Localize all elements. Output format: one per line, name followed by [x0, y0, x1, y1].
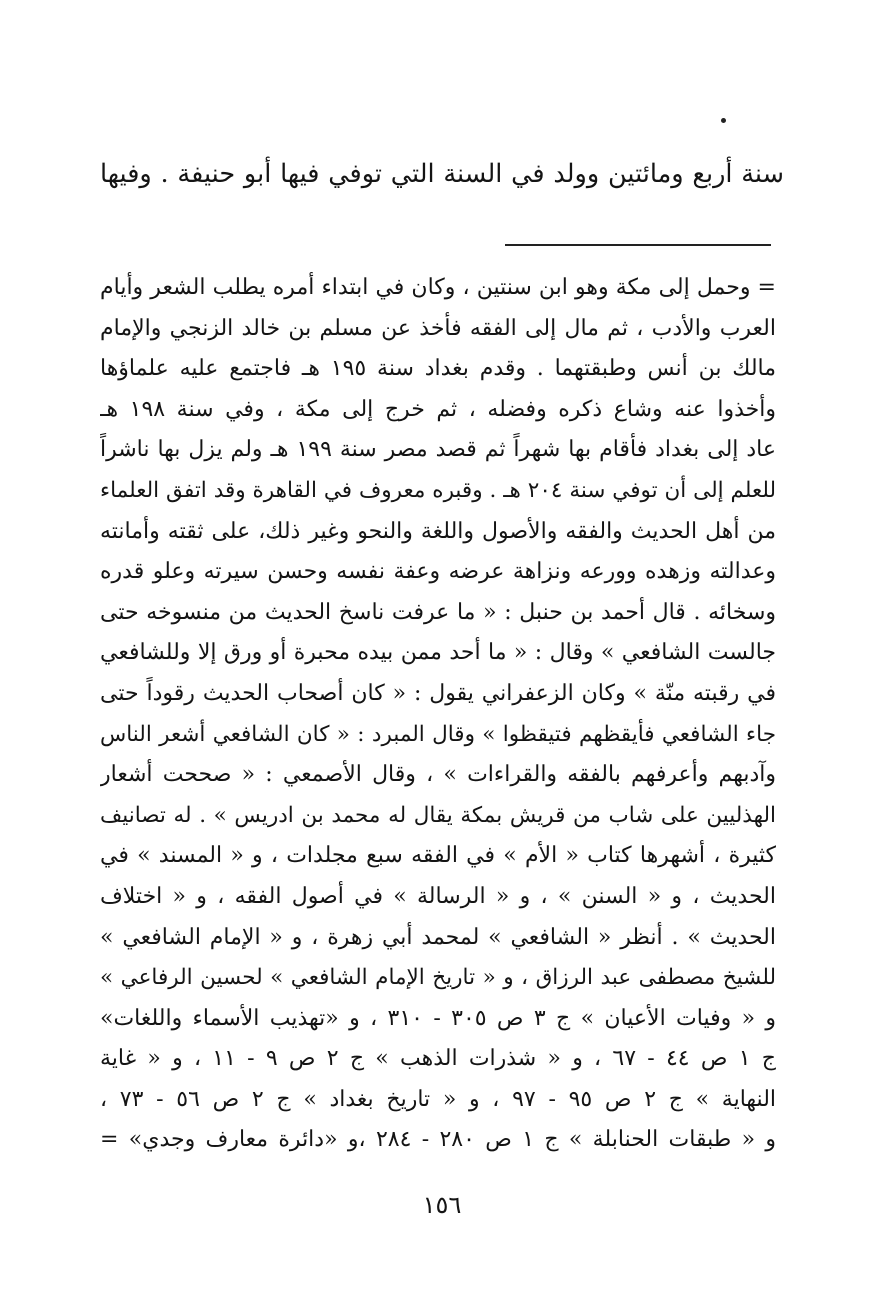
footnote-line: مالك بن أنس وطبقتهما . وقدم بغداد سنة ١٩٥ هـ فاجتمع عليه علماؤها [100, 356, 776, 382]
footnote-line: كثيرة ، أشهرها كتاب « الأم » في الفقه سبع مجلدات ، و « المسند » في [100, 843, 776, 869]
footnote-line: للشيخ مصطفى عبد الرزاق ، و « تاريخ الإمام الشافعي » لحسين الرفاعي » [100, 965, 776, 991]
footnote-line: الحديث » . أنظر « الشافعي » لمحمد أبي زهرة ، و « الإمام الشافعي » [100, 924, 776, 950]
footnote-line: وسخائه . قال أحمد بن حنبل : « ما عرفت ناسخ الحديث من منسوخه حتى [100, 599, 776, 625]
footnote-line: وآدبهم وأعرفهم بالفقه والقراءات » ، وقال الأصمعي : « صححت أشعار [100, 762, 776, 788]
footnote-line: ج ١ ص ٤٤ - ٦٧ ، و « شذرات الذهب » ج ٢ ص ٩ - ١١ ، و « غاية [100, 1046, 776, 1072]
footnote-line: وأخذوا عنه وشاع ذكره وفضله ، ثم خرج إلى مكة ، وفي سنة ١٩٨ هـ [100, 396, 776, 422]
footnote-line: العرب والأدب ، ثم مال إلى الفقه فأخذ عن مسلم بن خالد الزنجي والإمام [100, 315, 776, 341]
footnote-line: جاء الشافعي فأيقظهم فتيقظوا » وقال المبرد : « كان الشافعي أشعر الناس [100, 721, 776, 747]
margin-dot [721, 118, 726, 123]
footnote-line: من أهل الحديث والفقه والأصول واللغة والنحو وغير ذلك، على ثقته وأمانته [100, 518, 776, 544]
page-number: ١٥٦ [422, 1191, 462, 1219]
footnote-line: الهذليين على شاب من قريش بمكة يقال له محمد بن ادريس » . له تصانيف [100, 802, 776, 828]
footnote-line: النهاية » ج ٢ ص ٩٥ - ٩٧ ، و « تاريخ بغداد » ج ٢ ص ٥٦ - ٧٣ ، [100, 1086, 776, 1112]
footnote-line: في رقبته منّة » وكان الزعفراني يقول : « كان أصحاب الحديث رقوداً حتى [100, 680, 776, 706]
footnote-line: الحديث ، و « السنن » ، و « الرسالة » في أصول الفقه ، و « اختلاف [100, 883, 776, 909]
footnote-line: عاد إلى بغداد فأقام بها شهراً ثم قصد مصر سنة ١٩٩ هـ ولم يزل بها ناشراً [100, 437, 776, 463]
footnote-line: جالست الشافعي » وقال : « ما أحد ممن بيده محبرة أو ورق إلا وللشافعي [100, 640, 776, 666]
footnote [100, 268, 776, 1161]
footnote-line: و « وفيات الأعيان » ج ٣ ص ٣٠٥ - ٣١٠ ، و «تهذيب الأسماء واللغات» [100, 1005, 776, 1031]
footnote-line: = وحمل إلى مكة وهو ابن سنتين ، وكان في ابتداء أمره يطلب الشعر وأيام [100, 275, 776, 300]
footnote-line: و « طبقات الحنابلة » ج ١ ص ٢٨٠ - ٢٨٤ ،و «دائرة معارف وجدي» = [100, 1127, 776, 1153]
footnote-separator [505, 244, 771, 246]
footnote-line: وعدالته وزهده وورعه ونزاهة عرضه وعفة نفسه وحسن سيرته وعلو قدره [100, 559, 776, 585]
footnote-line: للعلم إلى أن توفي سنة ٢٠٤ هـ . وقبره معروف في القاهرة وقد اتفق العلماء [100, 477, 776, 503]
main-text-line: سنة أربع ومائتين وولد في السنة التي توفي فيها أبو حنيفة . وفيها [100, 159, 784, 189]
